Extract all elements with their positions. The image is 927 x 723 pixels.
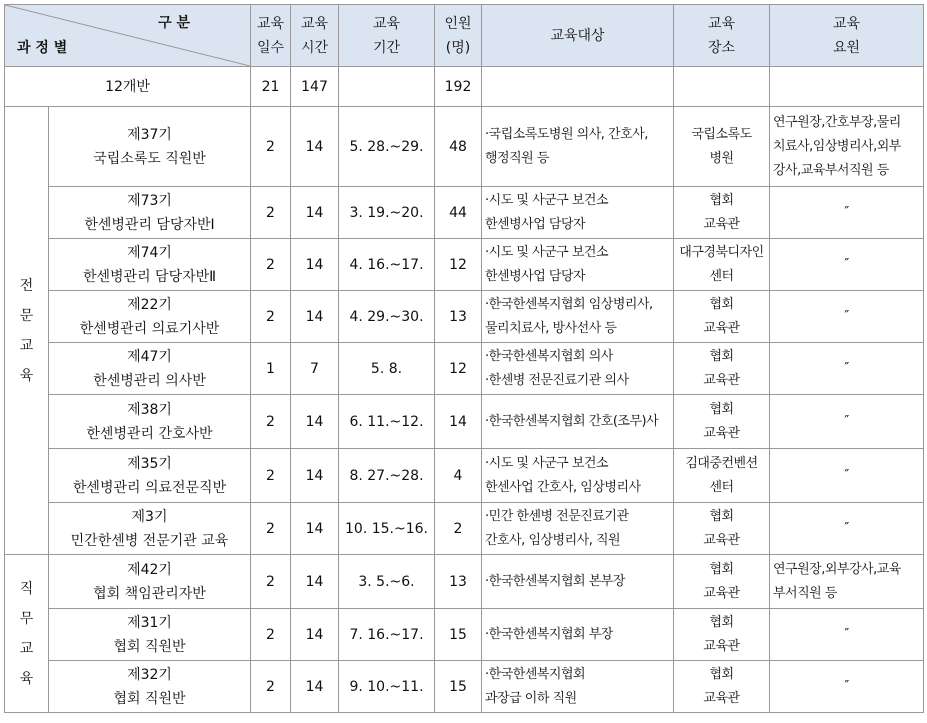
- days-cell: 2: [251, 107, 291, 187]
- table-row: [5, 187, 924, 239]
- place-cell: 협회 교육관: [674, 503, 770, 555]
- course-name: 제32기 협회 직원반: [49, 661, 251, 713]
- hours-cell: 14: [291, 449, 339, 503]
- target-cell: ·한국한센복지협회 간호(조무)사: [482, 395, 674, 449]
- staff-cell: ″: [770, 291, 924, 343]
- hours-cell: 7: [291, 343, 339, 395]
- total-row: [5, 67, 924, 107]
- period-cell: 5. 8.: [339, 343, 435, 395]
- target-cell: ·시도 및 사군구 보건소 한센병사업 담당자: [482, 239, 674, 291]
- target-cell: ·한국한센복지협회 임상병리사, 물리치료사, 방사선사 등: [482, 291, 674, 343]
- total-people: 192: [435, 67, 482, 107]
- days-cell: 2: [251, 187, 291, 239]
- people-cell: 15: [435, 661, 482, 713]
- period-cell: 5. 28.~29.: [339, 107, 435, 187]
- period-cell: 3. 19.~20.: [339, 187, 435, 239]
- hours-cell: 14: [291, 661, 339, 713]
- people-cell: 4: [435, 449, 482, 503]
- header-people: 인원 (명): [435, 5, 482, 67]
- place-cell: 국립소록도 병원: [674, 107, 770, 187]
- total-days: 21: [251, 67, 291, 107]
- place-cell: 협회 교육관: [674, 291, 770, 343]
- target-cell: ·한국한센복지협회 과장급 이하 직원: [482, 661, 674, 713]
- hours-cell: 14: [291, 107, 339, 187]
- people-cell: 12: [435, 343, 482, 395]
- staff-cell: ″: [770, 187, 924, 239]
- staff-cell: 연구원장,간호부장,물리 치료사,임상병리사,외부 강사,교육부서직원 등: [770, 107, 924, 187]
- hours-cell: 14: [291, 609, 339, 661]
- place-cell: 협회 교육관: [674, 187, 770, 239]
- staff-cell: ″: [770, 609, 924, 661]
- header-course: 과 정 별: [17, 40, 68, 56]
- table-row: [5, 343, 924, 395]
- header-staff: 교육 요원: [770, 5, 924, 67]
- course-name: 제42기 협회 책임관리자반: [49, 555, 251, 609]
- place-cell: 협회 교육관: [674, 395, 770, 449]
- period-cell: 6. 11.~12.: [339, 395, 435, 449]
- header-hours: 교육 시간: [291, 5, 339, 67]
- staff-cell: ″: [770, 661, 924, 713]
- table-row: [5, 395, 924, 449]
- course-name: 제3기 민간한센병 전문기관 교육: [49, 503, 251, 555]
- people-cell: 13: [435, 555, 482, 609]
- days-cell: 2: [251, 661, 291, 713]
- table-row: [5, 555, 924, 609]
- hours-cell: 14: [291, 503, 339, 555]
- table-row: [5, 503, 924, 555]
- table-row: [5, 661, 924, 713]
- people-cell: 2: [435, 503, 482, 555]
- days-cell: 2: [251, 291, 291, 343]
- staff-cell: ″: [770, 449, 924, 503]
- people-cell: 15: [435, 609, 482, 661]
- days-cell: 2: [251, 395, 291, 449]
- total-hours: 147: [291, 67, 339, 107]
- period-cell: 4. 16.~17.: [339, 239, 435, 291]
- period-cell: 8. 27.~28.: [339, 449, 435, 503]
- place-cell: 협회 교육관: [674, 555, 770, 609]
- place-cell: 김대중컨벤션 센터: [674, 449, 770, 503]
- header-row: [5, 5, 924, 67]
- header-place: 교육 장소: [674, 5, 770, 67]
- hours-cell: 14: [291, 555, 339, 609]
- place-cell: 협회 교육관: [674, 609, 770, 661]
- days-cell: 2: [251, 609, 291, 661]
- hours-cell: 14: [291, 395, 339, 449]
- people-cell: 48: [435, 107, 482, 187]
- people-cell: 44: [435, 187, 482, 239]
- course-name: 제35기 한센병관리 의료전문직반: [49, 449, 251, 503]
- table-row: [5, 291, 924, 343]
- group-label: 전 문 교 육: [5, 107, 49, 555]
- target-cell: ·국립소록도병원 의사, 간호사, 행정직원 등: [482, 107, 674, 187]
- target-cell: ·한국한센복지협회 의사 ·한센병 전문진료기관 의사: [482, 343, 674, 395]
- header-gubun: 구 분: [158, 15, 190, 31]
- hours-cell: 14: [291, 291, 339, 343]
- group-label: 직 무 교 육: [5, 555, 49, 713]
- period-cell: 9. 10.~11.: [339, 661, 435, 713]
- course-name: 제74기 한센병관리 담당자반Ⅱ: [49, 239, 251, 291]
- course-name: 제22기 한센병관리 의료기사반: [49, 291, 251, 343]
- table-row: [5, 609, 924, 661]
- course-name: 제73기 한센병관리 담당자반Ⅰ: [49, 187, 251, 239]
- people-cell: 12: [435, 239, 482, 291]
- hours-cell: 14: [291, 239, 339, 291]
- total-label: 12개반: [5, 67, 251, 107]
- target-cell: ·한국한센복지협회 본부장: [482, 555, 674, 609]
- place-cell: 대구경북디자인 센터: [674, 239, 770, 291]
- days-cell: 2: [251, 449, 291, 503]
- course-name: 제38기 한센병관리 간호사반: [49, 395, 251, 449]
- header-period: 교육 기간: [339, 5, 435, 67]
- header-days: 교육 일수: [251, 5, 291, 67]
- staff-cell: ″: [770, 343, 924, 395]
- staff-cell: ″: [770, 503, 924, 555]
- table-row: [5, 239, 924, 291]
- target-cell: ·민간 한센병 전문진료기관 간호사, 임상병리사, 직원: [482, 503, 674, 555]
- place-cell: 협회 교육관: [674, 343, 770, 395]
- total-period: [339, 67, 435, 107]
- header-diagonal-cell: [5, 5, 251, 67]
- people-cell: 13: [435, 291, 482, 343]
- place-cell: 협회 교육관: [674, 661, 770, 713]
- staff-cell: 연구원장,외부강사,교육 부서직원 등: [770, 555, 924, 609]
- staff-cell: ″: [770, 239, 924, 291]
- days-cell: 2: [251, 503, 291, 555]
- hours-cell: 14: [291, 187, 339, 239]
- education-schedule-table: [4, 4, 924, 713]
- course-name: 제37기 국립소록도 직원반: [49, 107, 251, 187]
- table-row: [5, 449, 924, 503]
- course-name: 제47기 한센병관리 의사반: [49, 343, 251, 395]
- staff-cell: ″: [770, 395, 924, 449]
- target-cell: ·시도 및 사군구 보건소 한센사업 간호사, 임상병리사: [482, 449, 674, 503]
- days-cell: 1: [251, 343, 291, 395]
- target-cell: ·시도 및 사군구 보건소 한센병사업 담당자: [482, 187, 674, 239]
- course-name: 제31기 협회 직원반: [49, 609, 251, 661]
- period-cell: 3. 5.~6.: [339, 555, 435, 609]
- period-cell: 10. 15.~16.: [339, 503, 435, 555]
- table-row: [5, 107, 924, 187]
- period-cell: 4. 29.~30.: [339, 291, 435, 343]
- days-cell: 2: [251, 555, 291, 609]
- people-cell: 14: [435, 395, 482, 449]
- header-target: 교육대상: [482, 5, 674, 67]
- days-cell: 2: [251, 239, 291, 291]
- target-cell: ·한국한센복지협회 부장: [482, 609, 674, 661]
- period-cell: 7. 16.~17.: [339, 609, 435, 661]
